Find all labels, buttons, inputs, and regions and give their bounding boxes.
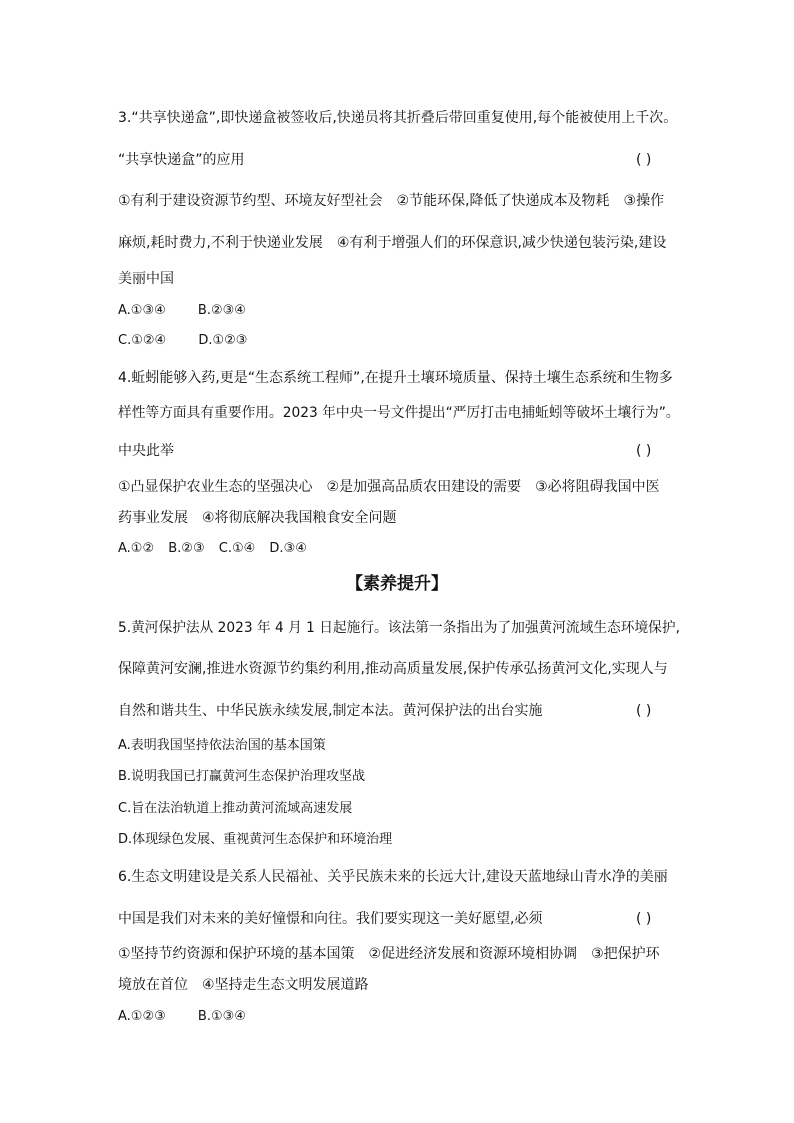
- q3-options-row-2: [118, 332, 247, 350]
- q3-option-b: B.②③④: [197, 303, 246, 318]
- q5-stem-line-1: 5.黄河保护法从 2023 年 4 月 1 日起施行。该法第一条指出为了加强黄河流域生态环境保护,: [118, 620, 680, 636]
- q4-statements-line-2: 药事业发展 ④将彻底解决我国粮食安全问题: [118, 510, 397, 526]
- q6-option-a: A.①②③: [118, 1009, 166, 1024]
- q6-stem-line-2: 中国是我们对未来的美好憧憬和向往。我们要实现这一美好愿望,必须: [118, 911, 543, 927]
- q5-option-a: A.表明我国坚持依法治国的基本国策: [118, 738, 326, 753]
- q4-option-a: A.①②: [118, 541, 155, 556]
- q5-option-c: C.旨在法治轨道上推动黄河流域高速发展: [118, 801, 353, 816]
- q6-options-row: [118, 1008, 246, 1026]
- q4-option-c: C.①④: [218, 541, 256, 556]
- q4-option-b: B.②③: [168, 541, 205, 556]
- q3-option-a: A.①③④: [118, 303, 166, 318]
- q5-stem-line-3: 自然和谐共生、中华民族永续发展,制定本法。黄河保护法的出台实施: [118, 703, 543, 719]
- q3-statements-line-2: 麻烦,耗时费力,不利于快递业发展 ④有利于增强人们的环保意识,减少快递包装污染,建设: [118, 235, 667, 251]
- q3-answer-blank: ( ): [636, 152, 652, 168]
- q5-answer-blank: ( ): [636, 703, 652, 719]
- q4-statements-line-1: ①凸显保护农业生态的坚强决心 ②是加强高品质农田建设的需要 ③必将阻碍我国中医: [118, 479, 660, 495]
- q3-statements-line-3: 美丽中国: [118, 271, 174, 287]
- q5-option-d: D.体现绿色发展、重视黄河生态保护和环境治理: [118, 832, 393, 847]
- q3-options-row-1: [118, 302, 246, 320]
- q4-stem-line-1: 4.蚯蚓能够入药,更是“生态系统工程师”,在提升土壤环境质量、保持土壤生态系统和生物多: [118, 370, 673, 386]
- section-title: 【素养提升】: [346, 574, 448, 594]
- q3-stem-line-1: 3.“共享快递盒”,即快递盒被签收后,快递员将其折叠后带回重复使用,每个能被使用上千次。: [118, 110, 678, 126]
- q4-stem-line-2: 样性等方面具有重要作用。2023 年中央一号文件提出“严厉打击电捕蚯蚓等破坏土壤行为”。: [118, 405, 680, 421]
- q4-options-row: [118, 540, 307, 558]
- q4-option-d: D.③④: [269, 541, 307, 556]
- q6-statements-line-2: 境放在首位 ④坚持走生态文明发展道路: [118, 977, 369, 993]
- q3-statements-line-1: ①有利于建设资源节约型、环境友好型社会 ②节能环保,降低了快递成本及物耗 ③操作: [118, 193, 665, 209]
- q4-answer-blank: ( ): [636, 443, 652, 459]
- q6-option-b: B.①③④: [197, 1009, 246, 1024]
- q3-option-d: D.①②③: [198, 333, 248, 348]
- q5-option-b: B.说明我国已打赢黄河生态保护治理攻坚战: [118, 769, 366, 784]
- q6-answer-blank: ( ): [636, 911, 652, 927]
- q6-stem-line-1: 6.生态文明建设是关系人民福祉、关乎民族未来的长远大计,建设天蓝地绿山青水净的美丽: [118, 869, 668, 885]
- q6-statements-line-1: ①坚持节约资源和保护环境的基本国策 ②促进经济发展和资源环境相协调 ③把保护环: [118, 946, 660, 962]
- q3-option-c: C.①②④: [118, 333, 167, 348]
- q3-stem-line-2: “共享快递盒”的应用: [118, 152, 245, 168]
- q4-stem-line-3: 中央此举: [118, 443, 174, 459]
- q5-stem-line-2: 保障黄河安澜,推进水资源节约集约利用,推动高质量发展,保护传承弘扬黄河文化,实现人与: [118, 661, 668, 677]
